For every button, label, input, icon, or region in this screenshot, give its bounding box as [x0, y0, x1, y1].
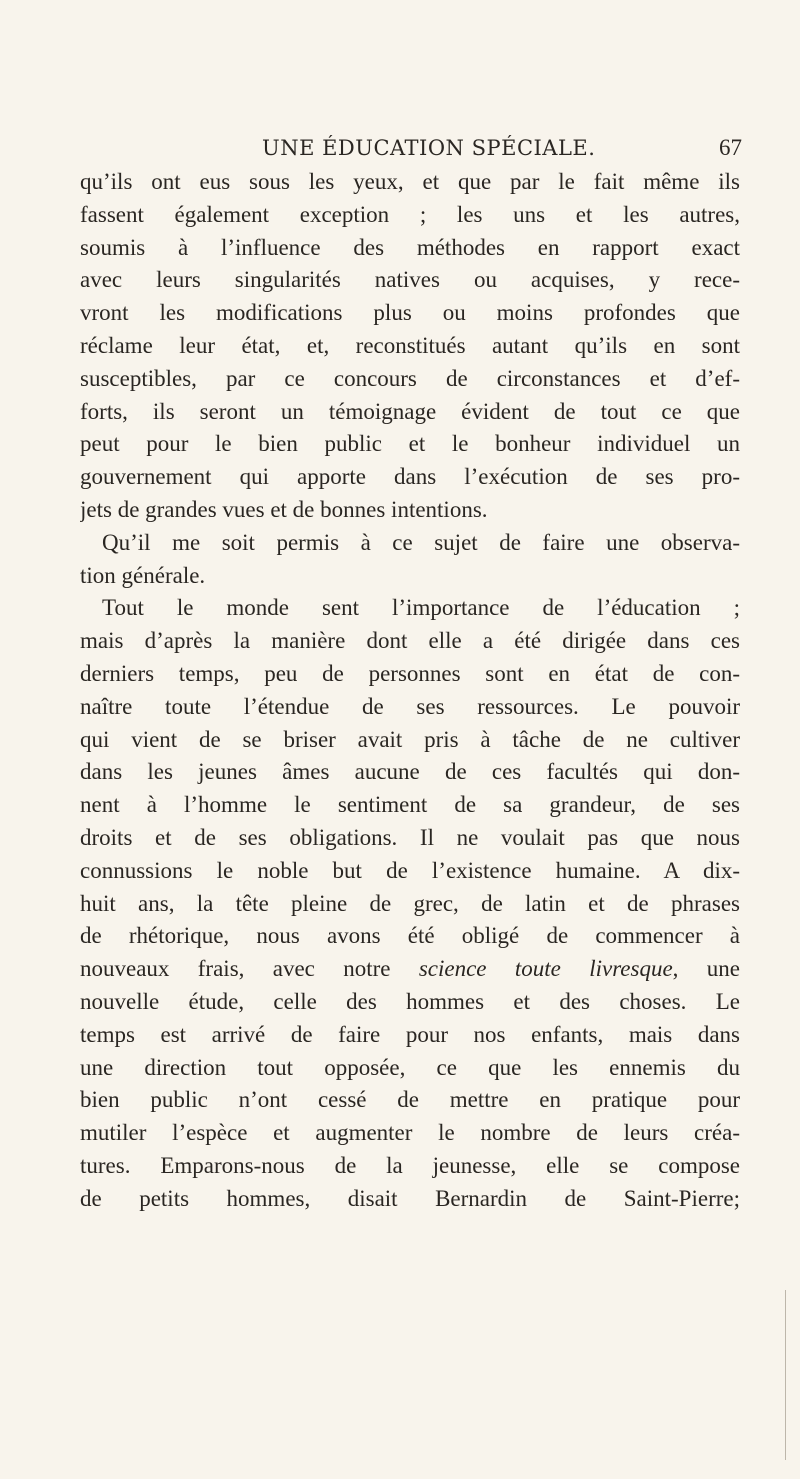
text-line: dans les jeunes âmes aucune de ces facultés qui don- [80, 759, 740, 785]
text-line: de petits hommes, disait Bernardin de Saint-Pierre; [80, 1185, 740, 1211]
text-line: bien public n’ont cessé de mettre en pratique pour [80, 1087, 740, 1113]
text-line: droits et de ses obligations. Il ne voulait pas que nous [80, 824, 740, 850]
running-title: UNE ÉDUCATION SPÉCIALE. [262, 136, 596, 160]
paragraph-end-line: tion générale. [80, 562, 206, 588]
text-line: qu’ils ont eus sous les yeux, et que par le fait même ils [80, 169, 740, 194]
text-line: tures. Emparons-nous de la jeunesse, elle se compose [80, 1152, 740, 1178]
text-line: mutiler l’espèce et augmenter le nombre de leurs créa- [80, 1120, 740, 1146]
text-line: qui vient de se briser avait pris à tâche de ne cultiver [80, 726, 740, 752]
page-edge-line [785, 1290, 786, 1460]
text-line: connussions le noble but de l’existence humaine. A dix- [80, 857, 740, 883]
text-line: soumis à l’influence des méthodes en rapport exact [80, 234, 740, 260]
text-line: fassent également exception ; les uns et les autres, [80, 201, 740, 227]
text-fragment: nouveaux frais, avec notre [80, 956, 391, 982]
text-line: forts, ils seront un témoignage évident de tout ce que [80, 398, 740, 424]
text-line-with-italic [80, 953, 740, 986]
paragraph-start-line: Qu’il me soit permis à ce sujet de faire une observa- [102, 529, 740, 555]
text-line: avec leurs singularités natives ou acquises, y rece- [80, 267, 740, 293]
text-line: nouvelle étude, celle des hommes et des choses. Le [80, 988, 740, 1014]
text-line: de rhétorique, nous avons été obligé de commencer à [80, 923, 740, 949]
text-line: vront les modifications plus ou moins profondes que [80, 300, 740, 326]
page-header [0, 128, 800, 168]
body-text [80, 166, 740, 1216]
text-line: derniers temps, peu de personnes sont en état de con- [80, 660, 740, 686]
text-line: naître toute l’étendue de ses ressources. Le pouvoir [80, 693, 740, 719]
paragraph-start-line: Tout le monde sent l’importance de l’éducation ; [102, 595, 740, 621]
paragraph-end-line: jets de grandes vues et de bonnes intentions. [80, 496, 488, 522]
text-fragment: , une [672, 956, 740, 982]
text-line: susceptibles, par ce concours de circonstances et d’ef- [80, 365, 740, 391]
text-line: huit ans, la tête pleine de grec, de latin et de phrases [80, 890, 740, 916]
text-line: nent à l’homme le sentiment de sa grandeur, de ses [80, 792, 740, 818]
text-line: peut pour le bien public et le bonheur individuel un [80, 431, 740, 457]
text-line: une direction tout opposée, ce que les ennemis du [80, 1054, 740, 1080]
italic-phrase: science toute livresque [418, 956, 673, 982]
text-line: temps est arrivé de faire pour nos enfants, mais dans [80, 1021, 740, 1047]
text-line: gouvernement qui apporte dans l’exécution de ses pro- [80, 464, 740, 490]
page-number: 67 [719, 135, 742, 160]
text-line: mais d’après la manière dont elle a été dirigée dans ces [80, 628, 740, 654]
text-line: réclame leur état, et, reconstitués autant qu’ils en sont [80, 332, 740, 358]
